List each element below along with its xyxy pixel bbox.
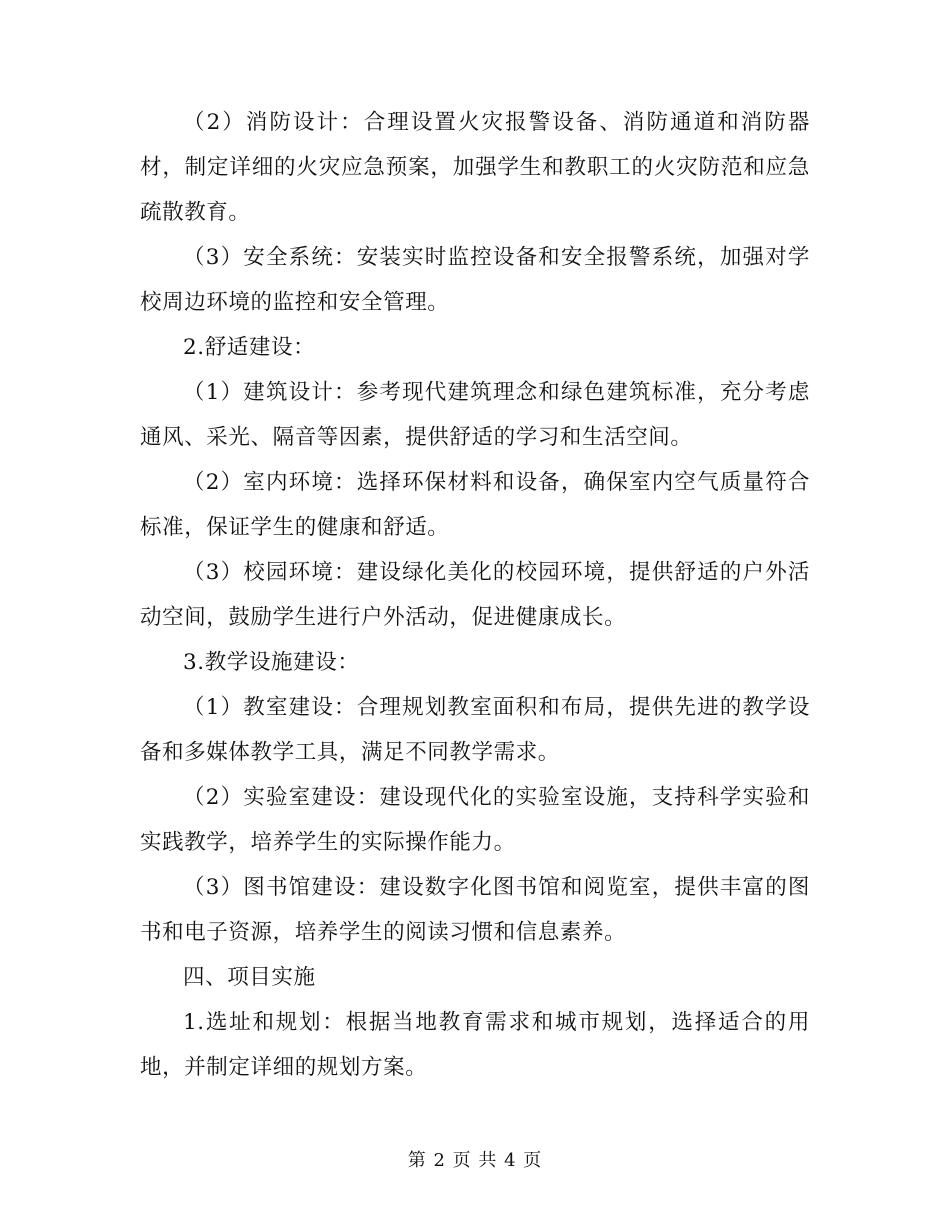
paragraph-building-design: （1）建筑设计：参考现代建筑理念和绿色建筑标准，充分考虑通风、采光、隔音等因素，提供舒适的学习和生活空间。 (140, 380, 810, 450)
paragraph-campus-environment: （3）校园环境：建设绿化美化的校园环境，提供舒适的户外活动空间，鼓励学生进行户外活动，促进健康成长。 (140, 560, 810, 630)
paragraph-laboratory: （2）实验室建设：建设现代化的实验室设施，支持科学实验和实践教学，培养学生的实际操作能力。 (140, 785, 810, 855)
section-heading-comfort: 2.舒适建设： (183, 335, 316, 360)
section-heading-project-implementation: 四、项目实施 (183, 965, 316, 990)
paragraph-library: （3）图书馆建设：建设数字化图书馆和阅览室，提供丰富的图书和电子资源，培养学生的阅读习惯和信息素养。 (140, 875, 810, 945)
section-heading-teaching-facilities: 3.教学设施建设： (183, 650, 360, 675)
paragraph-fire-design: （2）消防设计：合理设置火灾报警设备、消防通道和消防器材，制定详细的火灾应急预案，加强学生和教职工的火灾防范和应急疏散教育。 (140, 110, 810, 225)
paragraph-classroom: （1）教室建设：合理规划教室面积和布局，提供先进的教学设备和多媒体教学工具，满足不同教学需求。 (140, 695, 810, 765)
paragraph-indoor-environment: （2）室内环境：选择环保材料和设备，确保室内空气质量符合标准，保证学生的健康和舒适。 (140, 470, 810, 540)
paragraph-site-planning: 1.选址和规划：根据当地教育需求和城市规划，选择适合的用地，并制定详细的规划方案。 (140, 1010, 810, 1080)
page-number-footer: 第 2 页 共 4 页 (407, 1150, 543, 1171)
paragraph-security-system: （3）安全系统：安装实时监控设备和安全报警系统，加强对学校周边环境的监控和安全管理。 (140, 245, 810, 315)
document-body (140, 100, 810, 1090)
